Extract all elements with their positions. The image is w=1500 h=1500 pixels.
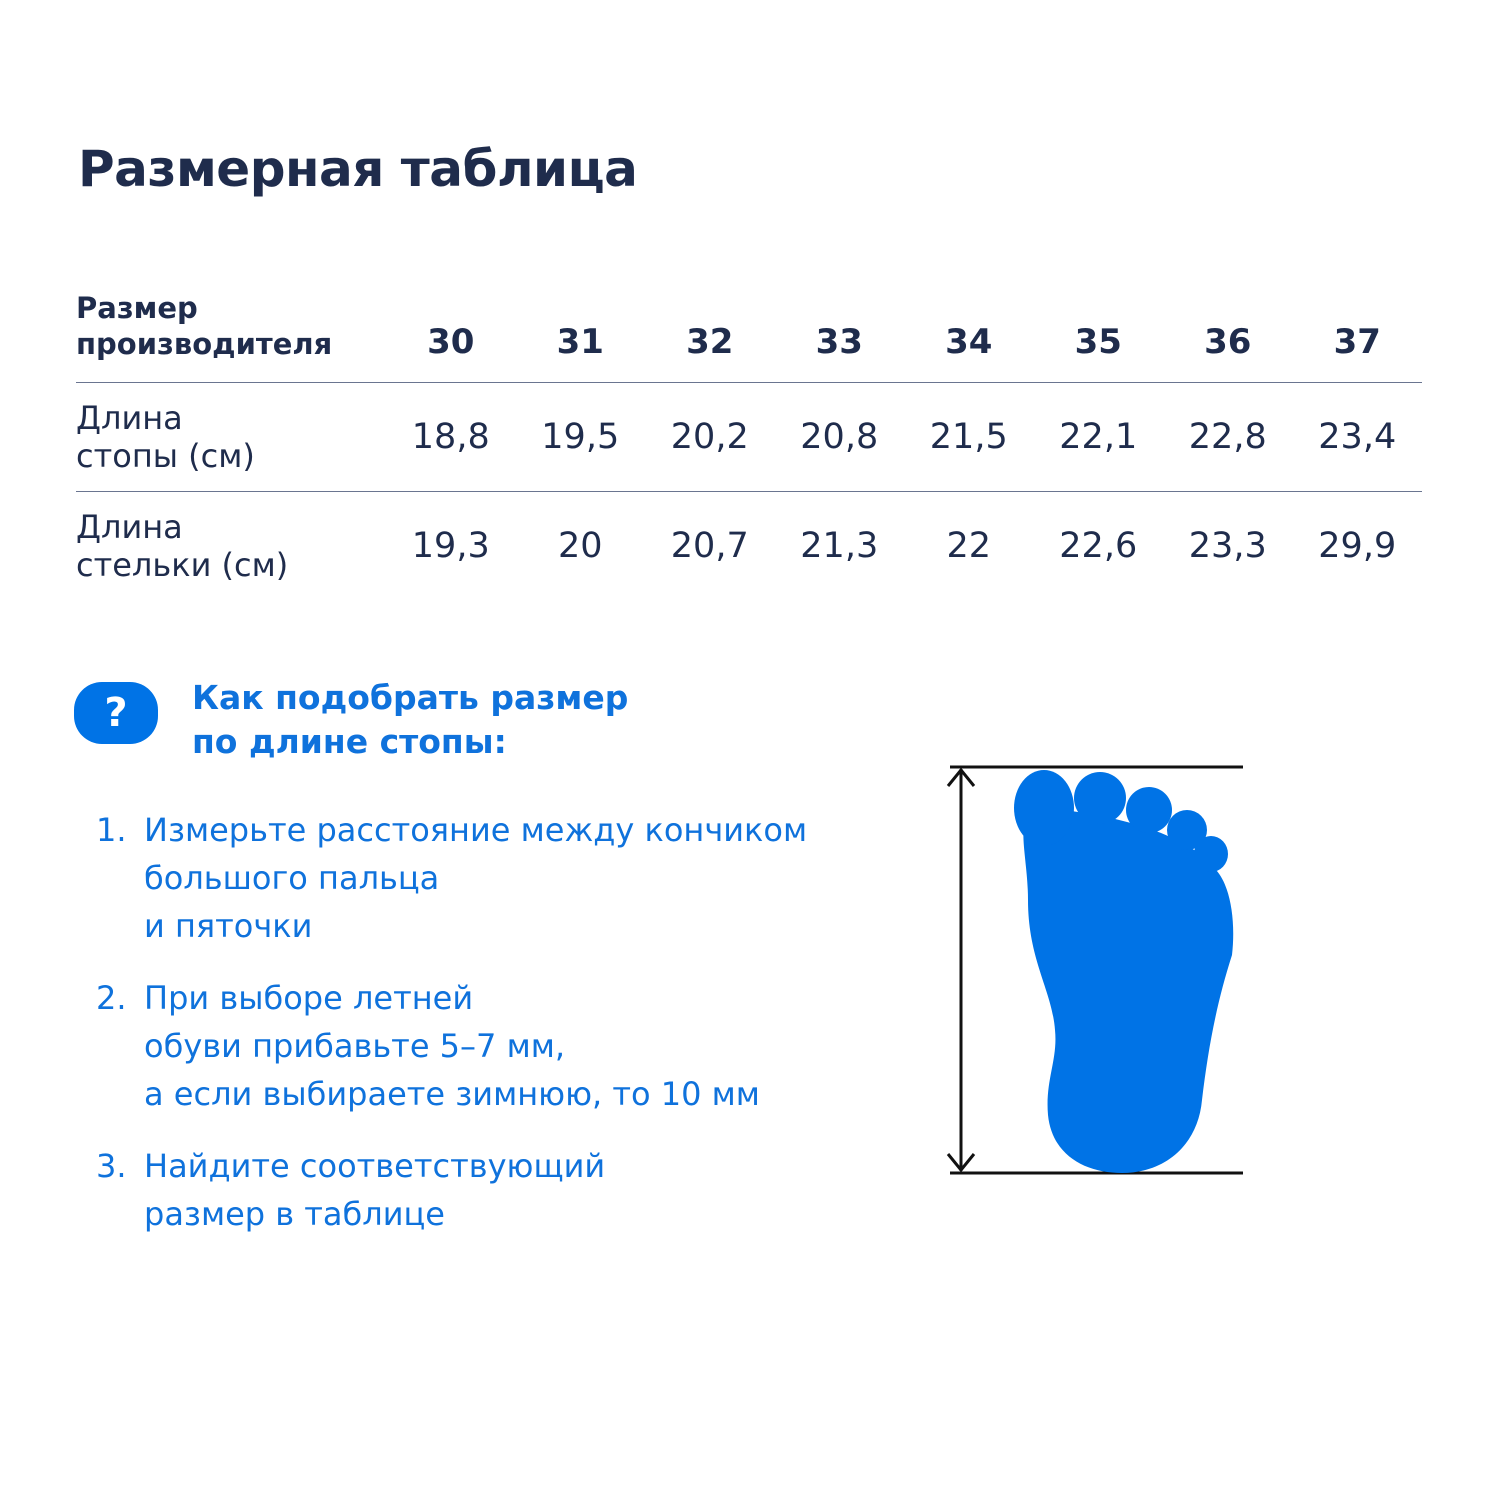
step-text: При выборе летней обуви прибавьте 5–7 мм, а если выбираете зимнюю, то 10 мм: [144, 979, 760, 1113]
table-cell: 22,1: [1034, 383, 1164, 492]
header-label: [76, 270, 386, 383]
table-row-insole-length: [76, 492, 1422, 601]
size-header: 31: [516, 270, 646, 383]
table-cell: 29,9: [1318, 526, 1397, 566]
table-cell: 21,5: [904, 383, 1034, 492]
row-label: [76, 383, 386, 492]
size-header: 37: [1293, 270, 1423, 383]
help-title-text: Как подобрать размер по длине стопы:: [192, 678, 629, 761]
size-header: 32: [645, 270, 775, 383]
table-cell: 22,6: [1059, 526, 1138, 566]
table-cell: 20,7: [670, 526, 749, 566]
table-cell: 19,5: [516, 383, 646, 492]
table-row-foot-length: [76, 383, 1422, 492]
table-cell: 22,8: [1163, 383, 1293, 492]
size-header: 30: [386, 270, 516, 383]
row-label-text: Длина стельки (см): [76, 508, 289, 584]
table-cell: 20,2: [645, 383, 775, 492]
step-text: Найдите соответствующий размер в таблице: [144, 1147, 606, 1233]
table-cell: 18,8: [386, 383, 516, 492]
step-number: 1.: [96, 811, 127, 849]
table-header-row: [76, 270, 1422, 383]
size-header: 33: [775, 270, 905, 383]
step-number: 2.: [96, 979, 127, 1017]
table-cell: 21,3: [800, 526, 879, 566]
step-text: Измерьте расстояние между кончиком большого пальца и пяточки: [144, 811, 808, 945]
table-cell: 20,8: [775, 383, 905, 492]
steps-list: [96, 806, 876, 1262]
table-cell: 20: [557, 526, 603, 566]
question-icon: ?: [74, 682, 158, 744]
row-label-text: Длина стопы (см): [76, 399, 255, 475]
help-title: [192, 676, 628, 764]
size-header: 35: [1034, 270, 1164, 383]
size-table: [76, 270, 1422, 600]
list-item: [96, 1142, 876, 1238]
table-cell: 23,3: [1188, 526, 1267, 566]
table-cell: 22: [946, 526, 992, 566]
row-label: [76, 492, 386, 601]
list-item: [96, 974, 876, 1118]
header-label-text: Размер производителя: [76, 291, 333, 361]
page-title: Размерная таблица: [78, 140, 638, 198]
step-number: 3.: [96, 1147, 127, 1185]
foot-silhouette: [1014, 770, 1233, 1173]
list-item: [96, 806, 876, 950]
foot-measurement-icon: [940, 760, 1250, 1180]
table-cell: 23,4: [1293, 383, 1423, 492]
size-header: 36: [1163, 270, 1293, 383]
size-header: 34: [904, 270, 1034, 383]
foot-illustration: [940, 760, 1250, 1180]
table-cell: 19,3: [411, 526, 490, 566]
